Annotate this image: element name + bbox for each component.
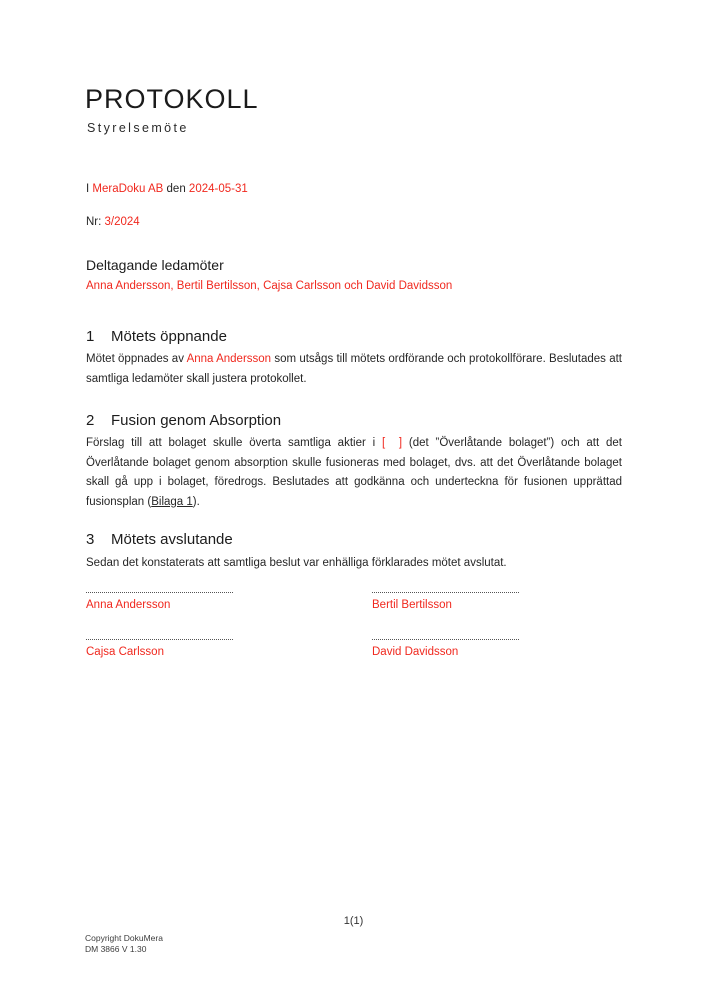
protocol-number-line [86, 216, 140, 228]
section-1-heading [86, 328, 227, 345]
signature-name: David Davidsson [372, 646, 459, 658]
attachment-link[interactable]: Bilaga 1 [151, 495, 193, 508]
meeting-date: 2024-05-31 [188, 183, 248, 195]
signature-block [372, 639, 519, 658]
section-3-title: Mötets avslutande [111, 531, 233, 548]
document-version: DM 3866 V 1.30 [85, 944, 147, 954]
s1-text-before: Mötet öppnades av [86, 353, 187, 365]
s2-text-after: ). [192, 495, 200, 508]
meta-mid: den [163, 183, 189, 195]
meta-prefix: I [86, 183, 93, 195]
signature-dotted-line [372, 639, 519, 640]
company-name: MeraDoku AB [92, 183, 164, 195]
signature-block [86, 639, 233, 658]
section-2-number: 2 [86, 412, 95, 429]
signature-dotted-line [86, 639, 233, 640]
section-3-paragraph: Sedan det konstaterats att samtliga beslut var enhälliga förklarades mötet avslutat. [86, 557, 507, 569]
section-1-paragraph [86, 350, 622, 389]
participants-names: Anna Andersson, Bertil Bertilsson, Cajsa Carlsson och David Davidsson [86, 280, 453, 292]
signature-name: Anna Andersson [86, 599, 171, 611]
signature-block [86, 592, 233, 611]
signature-block [372, 592, 519, 611]
section-2-title: Fusion genom Absorption [111, 412, 282, 429]
signature-name: Cajsa Carlsson [86, 646, 164, 658]
s2-text-before: Förslag till att bolaget skulle överta samtliga aktier i [86, 437, 383, 449]
section-2-paragraph [86, 434, 622, 512]
signature-dotted-line [86, 592, 233, 593]
s1-chairman-name: Anna Andersson [186, 353, 272, 365]
section-3-number: 3 [86, 531, 95, 548]
page-number: 1(1) [343, 915, 364, 927]
protocol-number-label: Nr: [86, 216, 105, 228]
s1-text-after: som utsågs till mötets ordförande och protokollförare. Beslutades att samtliga ledamöter skall justera protokollet. [86, 353, 622, 385]
signature-name: Bertil Bertilsson [372, 599, 452, 611]
s2-company-placeholder: [ ] [382, 437, 403, 449]
section-2-heading [86, 412, 281, 429]
section-1-title: Mötets öppnande [111, 328, 227, 345]
copyright-block [85, 933, 163, 955]
protocol-number-value: 3/2024 [104, 216, 140, 228]
company-date-line [86, 183, 248, 195]
section-1-number: 1 [86, 328, 95, 345]
participants-heading: Deltagande ledamöter [86, 257, 224, 273]
section-3-heading [86, 531, 233, 548]
copyright-line: Copyright DokuMera [85, 933, 163, 943]
document-title: PROTOKOLL [85, 84, 259, 114]
signature-dotted-line [372, 592, 519, 593]
document-subtitle: Styrelsemöte [87, 121, 189, 135]
s2-text-mid: (det ”Överlåtande bolaget”) och att det Överlåtande bolaget genom absorption skulle fusioneras med bolaget, dvs. att det Överlåtande bolaget skall gå upp i bolaget, föredrogs. Beslutades att godkänna och underteckna för fusionen upprättad fusionsplan ( [86, 437, 623, 508]
